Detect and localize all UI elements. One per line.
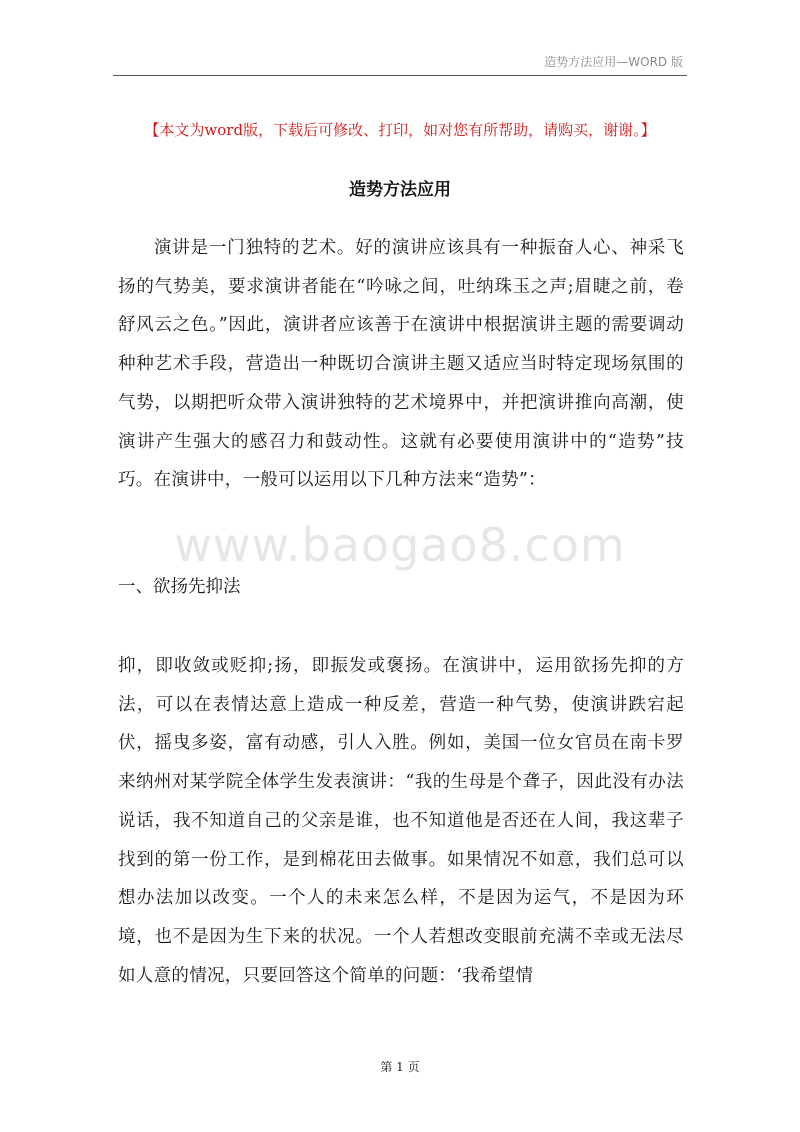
running-header: 造势方法应用—WORD 版 [544, 55, 683, 69]
purchase-notice: 【本文为word版，下载后可修改、打印，如对您有所帮助，请购买，谢谢。】 [144, 121, 656, 139]
document-title: 造势方法应用 [349, 180, 451, 200]
header-divider [113, 75, 687, 76]
section-heading-1: 一、欲扬先抑法 [118, 577, 241, 597]
page-number: 第 1 页 [380, 1060, 420, 1074]
section-1-paragraph: 抑，即收敛或贬抑;扬，即振发或褒扬。在演讲中，运用欲扬先抑的方法，可以在表情达意上造成一种反差，营造一种气势，使演讲跌宕起伏，摇曳多姿，富有动感，引人入胜。例如，美国一位女官员在南卡罗来纳州对某学院全体学生发表演讲：“我的生母是个聋子，因此没有办法说话，我不知道自己的父亲是谁，也不知道他是否还在人间，我这辈子找到的第一份工作，是到棉花田去做事。如果情况不如意，我们总可以想办法加以改变。一个人的未来怎么样，不是因为运气，不是因为环境，也不是因为生下来的状况。一个人若想改变眼前充满不幸或无法尽如人意的情况，只要回答这个简单的问题：‘我希望情 [118, 656, 684, 986]
site-watermark: www.baogao8.com [174, 518, 626, 572]
intro-paragraph: 演讲是一门独特的艺术。好的演讲应该具有一种振奋人心、神采飞扬的气势美，要求演讲者能在“吟咏之间，吐纳珠玉之声;眉睫之前，卷舒风云之色。”因此，演讲者应该善于在演讲中根据演讲主题的需要调动种种艺术手段，营造出一种既切合演讲主题又适应当时特定现场氛围的气势，以期把听众带入演讲独特的艺术境界中，并把演讲推向高潮，使演讲产生强大的感召力和鼓动性。这就有必要使用演讲中的“造势”技巧。在演讲中，一般可以运用以下几种方法来“造势”： [118, 238, 684, 491]
